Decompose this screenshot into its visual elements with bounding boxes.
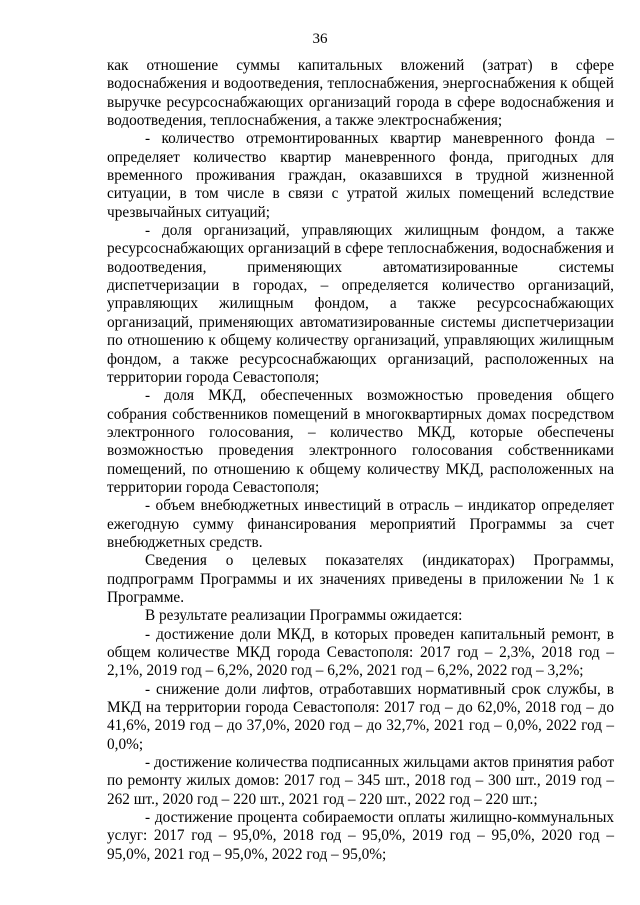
paragraph-elevators-share: - снижение доли лифтов, отработавших нормативный срок службы, в МКД на территории города Севастополя: 2017 год – до 62,0%, 2018 год – до 41,6%, 2019 год – до 37,0%, 2020 год – до 32,7%, 2021 год – 0,0%, 2022 год – 0,0%;	[107, 680, 614, 753]
paragraph-electronic-voting: - доля МКД, обеспеченных возможностью проведения общего собрания собственников помещений в многоквартирных домах посредством электронного голосования, – количество МКД, которые обеспечены возможностью проведения электронного голосования собственниками помещений, по отношению к общему количеству МКД, расположенных на территории города Севастополя;	[107, 387, 614, 496]
paragraph-indicators-reference: Сведения о целевых показателях (индикаторах) Программы, подпрограмм Программы и их значениях приведены в приложении № 1 к Программе.	[107, 552, 614, 606]
document-body	[107, 57, 614, 864]
paragraph-investments: - объем внебюджетных инвестиций в отрасль – индикатор определяет ежегодную сумму финансирования мероприятий Программы за счет внебюджетных средств.	[107, 497, 614, 551]
paragraph-apartments-repaired: - количество отремонтированных квартир маневренного фонда – определяет количество квартир маневренного фонда, пригодных для временного проживания граждан, оказавшихся в трудной жизненной ситуации, в том числе в связи с утратой жилых помещений вследствие чрезвычайных ситуаций;	[107, 130, 614, 221]
paragraph-dispatch-automation: - доля организаций, управляющих жилищным фондом, а также ресурсоснабжающих организаций в сфере теплоснабжения, водоснабжения и водоотведения, применяющих автоматизированные системы диспетчеризации в городах, – определяется количество организаций, управляющих жилищным фондом, а также ресурсоснабжающих организаций, применяющих автоматизированные системы диспетчеризации по отношению к общему количеству организаций, управляющих жилищным фондом, а также ресурсоснабжающих организаций, расположенных на территории города Севастополя;	[107, 222, 614, 386]
paragraph-capital-repair-share: - достижение доли МКД, в которых проведен капитальный ремонт, в общем количестве МКД города Севастополя: 2017 год – 2,3%, 2018 год – 2,1%, 2019 год – 6,2%, 2020 год – 6,2%, 2021 год – 6,2%, 2022 год – 3,2%;	[107, 625, 614, 680]
paragraph-continuation: как отношение суммы капитальных вложений (затрат) в сфере водоснабжения и водоотведения, теплоснабжения, энергоснабжения к общей выручке ресурсоснабжающих организаций города в сфере водоснабжения и водоотведения, теплоснабжения, а также электроснабжения;	[107, 57, 614, 130]
paragraph-payment-collection: - достижение процента собираемости оплаты жилищно-коммунальных услуг: 2017 год – 95,0%, 2018 год – 95,0%, 2019 год – 95,0%, 2020 год – 95,0%, 2021 год – 95,0%, 2022 год – 95,0%;	[107, 809, 614, 863]
paragraph-acceptance-acts: - достижение количества подписанных жильцами актов принятия работ по ремонту жилых домов: 2017 год – 345 шт., 2018 год – 300 шт., 2019 год – 262 шт., 2020 год – 220 шт., 2021 год – 220 шт., 2022 год – 220 шт.;	[107, 754, 614, 808]
paragraph-expected-results-heading: В результате реализации Программы ожидается:	[145, 607, 463, 625]
page-number: 36	[312, 31, 328, 47]
